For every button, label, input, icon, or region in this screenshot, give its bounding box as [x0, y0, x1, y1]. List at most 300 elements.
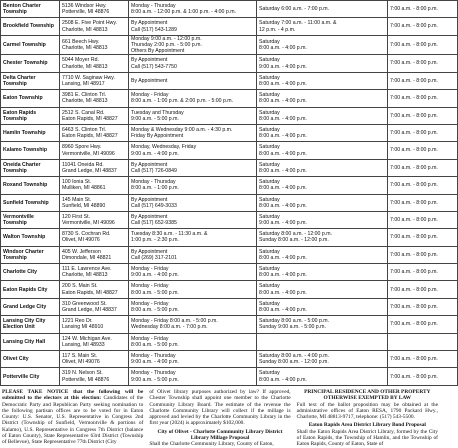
- weekend-hours: [257, 298, 388, 315]
- location-address: [60, 107, 129, 124]
- location-name-text: Windsor Charter Township: [3, 248, 44, 261]
- location-address-line: 100 Ionia St.: [62, 179, 92, 186]
- location-name-text: Lansing City City Election Unit: [3, 318, 46, 331]
- schedule-row: [1, 18, 458, 35]
- weekend-hours: [257, 72, 388, 89]
- exemption-heading: PRINCIPAL RESIDENCE AND OTHER PROPERTY OTHERWISE EXEMPTED BY LAW: [304, 389, 431, 402]
- weekday-hours-line: 9:00 a.m. - 4:00 p.m.: [131, 359, 179, 366]
- weekend-hours-line: Saturday: [259, 370, 280, 377]
- weekend-hours-line: Saturday: [259, 126, 280, 133]
- location-address: [60, 177, 129, 194]
- location-address-line: Vermontville, MI 49096: [62, 220, 115, 227]
- location-name-text: Potterville City: [3, 373, 40, 380]
- location-address: [60, 159, 129, 176]
- weekday-hours-line: 9:00 a.m. - 4:00 p.m.: [131, 150, 179, 157]
- location-name: [1, 281, 60, 298]
- location-address-line: Charlotte, MI 48813: [62, 45, 108, 52]
- election-day-hours-line: 7:00 a.m. - 8:00 p.m.: [390, 199, 438, 206]
- notice-body: Shall the Eaton Rapids Area District Library, formed by the City of Eaton Rapids, the Township of Hamlin, and the Township of Eaton Rapids, County of Eaton, State of: [296, 428, 438, 448]
- location-address-line: Charlotte, MI 48813: [62, 272, 108, 279]
- location-name-text: Walton Township: [3, 234, 46, 241]
- weekday-hours: [129, 90, 257, 107]
- weekend-hours-line: 8:00 a.m. - 4:00 p.m.: [259, 150, 307, 157]
- weekday-hours-line: 8:00 a.m. - 12:00 p.m. & 1:00 p.m. - 4:00 p.m.: [131, 9, 236, 16]
- location-name: [1, 18, 60, 35]
- location-address-line: 11041 Oneida Rd.: [62, 161, 104, 168]
- location-address-line: 117 S. Main St.: [62, 353, 98, 360]
- weekday-hours: [129, 229, 257, 246]
- weekday-hours-line: Monday - Friday: [131, 266, 169, 273]
- weekend-hours: [257, 264, 388, 281]
- weekend-hours-line: 8:00 a.m. - 4:00 p.m.: [259, 167, 307, 174]
- weekday-hours-line: 8:00 a.m. - 1:00 p.m.: [131, 185, 179, 192]
- weekday-hours: [129, 264, 257, 281]
- location-address-line: Lansing, MI 48917: [62, 80, 105, 87]
- location-name: [1, 90, 60, 107]
- location-name: [1, 159, 60, 176]
- location-address: [60, 229, 129, 246]
- weekend-hours-line: Saturday: [259, 179, 280, 186]
- location-name: [1, 55, 60, 72]
- election-day-hours: [388, 351, 458, 368]
- location-name-text: Charlotte City: [3, 269, 38, 276]
- election-day-hours-line: 7:00 a.m. - 8:00 p.m.: [390, 373, 438, 380]
- weekend-hours-line: Saturday: [259, 196, 280, 203]
- location-name-text: Eaton Rapids City: [3, 286, 48, 293]
- election-day-hours-line: 7:00 a.m. - 8:00 p.m.: [390, 147, 438, 154]
- location-name-text: Olivet City: [3, 356, 29, 363]
- location-address: [60, 35, 129, 55]
- location-address: [60, 211, 129, 228]
- location-name: [1, 211, 60, 228]
- election-day-hours-line: 7:00 a.m. - 8:00 p.m.: [390, 286, 438, 293]
- location-name: [1, 351, 60, 368]
- weekday-hours: [129, 211, 257, 228]
- weekday-hours: [129, 368, 257, 385]
- notice-column-1: [2, 389, 144, 446]
- weekday-hours-line: Monday & Wednesday 9:00 a.m. - 4:30 p.m.: [131, 126, 233, 133]
- weekday-hours-line: Call (517) 726-0849: [131, 167, 177, 174]
- weekend-hours: [257, 177, 388, 194]
- weekday-hours-line: Monday - Friday 8:00 a.m. - 5:00 p.m.: [131, 318, 218, 325]
- election-day-hours: [388, 18, 458, 35]
- election-day-hours-line: 7:00 a.m. - 8:00 p.m.: [390, 321, 438, 328]
- schedule-row: [1, 281, 458, 298]
- weekday-hours-line: Monday - Thursday: [131, 2, 176, 9]
- weekday-hours-line: 8:00 a.m. - 5:00 p.m.: [131, 341, 179, 348]
- location-name-text: Eaton Township: [3, 95, 43, 102]
- schedule-row: [1, 194, 458, 211]
- weekday-hours-line: Monday, Wednesday, Friday: [131, 144, 197, 151]
- location-address-line: Mulliken, MI 48861: [62, 185, 106, 192]
- weekend-hours-line: Sunday 8:00 a.m. - 12:00 p.m.: [259, 359, 329, 366]
- location-address: [60, 142, 129, 159]
- location-address: [60, 18, 129, 35]
- weekday-hours-line: Monday - Friday: [131, 300, 169, 307]
- schedule-row: [1, 298, 458, 315]
- location-address-line: 111 E. Lawrence Ave.: [62, 266, 112, 273]
- weekend-hours: [257, 333, 388, 350]
- weekend-hours: [257, 90, 388, 107]
- election-day-hours: [388, 35, 458, 55]
- location-name: [1, 194, 60, 211]
- weekend-hours-line: Saturday 7:00 a.m. - 11:00 a.m. &: [259, 20, 337, 27]
- weekend-hours-line: Saturday: [259, 300, 280, 307]
- weekday-hours-line: By Appointment: [131, 20, 168, 27]
- location-address: [60, 246, 129, 263]
- weekday-hours: [129, 333, 257, 350]
- schedule-row: [1, 90, 458, 107]
- schedule-row: [1, 1, 458, 18]
- weekend-hours-line: Saturday: [259, 109, 280, 116]
- election-day-hours-line: 7:00 a.m. - 8:00 p.m.: [390, 269, 438, 276]
- location-name-text: Carmel Township: [3, 41, 46, 48]
- location-address-line: 405 W. Jefferson: [62, 248, 101, 255]
- location-address-line: Potterville, MI 48876: [62, 9, 110, 16]
- weekend-hours: [257, 1, 388, 18]
- location-name: [1, 264, 60, 281]
- weekend-hours-line: Saturday: [259, 266, 280, 273]
- location-address: [60, 55, 129, 72]
- weekend-hours: [257, 124, 388, 141]
- location-name: [1, 333, 60, 350]
- schedule-row: [1, 35, 458, 55]
- weekday-hours-line: Monday 9:00 a.m. - 12:00 p.m.: [131, 35, 202, 42]
- location-address-line: 120 First St.: [62, 213, 90, 220]
- schedule-row: [1, 159, 458, 176]
- location-name: [1, 124, 60, 141]
- election-day-hours-line: 7:00 a.m. - 8:00 p.m.: [390, 77, 438, 84]
- schedule-row: [1, 368, 458, 385]
- weekend-hours-line: 8:00 a.m. - 4:00 p.m.: [259, 80, 307, 87]
- election-day-hours-line: 7:00 a.m. - 8:00 p.m.: [390, 251, 438, 258]
- election-day-hours: [388, 229, 458, 246]
- location-address-line: Grand Ledge, MI 48837: [62, 307, 117, 314]
- weekend-hours-line: 8:00 a.m. - 4:00 p.m.: [259, 133, 307, 140]
- location-address-line: Sunfield, MI 48890: [62, 202, 106, 209]
- location-address: [60, 316, 129, 333]
- election-day-hours-line: 7:00 a.m. - 8:00 p.m.: [390, 130, 438, 137]
- schedule-row: [1, 142, 458, 159]
- weekend-hours-line: Saturday 8:00 a.m. - 5:00 p.m.: [259, 318, 330, 325]
- location-name: [1, 1, 60, 18]
- weekday-hours: [129, 246, 257, 263]
- election-day-hours: [388, 194, 458, 211]
- location-address: [60, 72, 129, 89]
- election-day-hours: [388, 142, 458, 159]
- weekday-hours: [129, 177, 257, 194]
- location-address-line: 8960 Spore Hwy.: [62, 144, 102, 151]
- weekday-hours-line: Monday - Thursday: [131, 370, 176, 377]
- weekend-hours: [257, 107, 388, 124]
- location-address-line: Charlotte, MI 48813: [62, 63, 108, 70]
- notice-body: Shall the Charlotte Community Library, County of Eaton,: [149, 441, 274, 448]
- weekday-hours-line: By Appointment: [131, 213, 168, 220]
- weekday-hours-line: 1:00 p.m. - 2:30 p.m.: [131, 237, 179, 244]
- weekday-hours-line: Call (517) 543-1289: [131, 26, 177, 33]
- election-day-hours: [388, 177, 458, 194]
- location-address-line: 2508 E. Five Point Hwy.: [62, 20, 117, 27]
- weekday-hours: [129, 107, 257, 124]
- location-address-line: 8730 S. Cochran Rd.: [62, 231, 111, 238]
- weekday-hours-line: Call (269) 317-2101: [131, 254, 177, 261]
- weekend-hours-line: Saturday 8:00 a.m. - 12:00 p.m.: [259, 231, 332, 238]
- weekday-hours: [129, 124, 257, 141]
- location-address-line: Lansing MI 48910: [62, 324, 104, 331]
- weekend-hours: [257, 316, 388, 333]
- location-name-text: Brookfield Township: [3, 23, 54, 30]
- location-address-line: Eaton Rapids, MI 48827: [62, 133, 118, 140]
- weekend-hours-line: 8:00 a.m. - 4:00 p.m.: [259, 185, 307, 192]
- weekend-hours: [257, 35, 388, 55]
- weekday-hours-line: 9:00 a.m. - 5:00 p.m.: [131, 376, 179, 383]
- weekend-hours-line: 8:00 a.m. - 4:00 p.m.: [259, 272, 307, 279]
- election-day-hours-line: 7:00 a.m. - 8:00 p.m.: [390, 303, 438, 310]
- weekday-hours-line: Tuesday 8:30 a.m. - 11:30 a.m. &: [131, 231, 208, 238]
- location-address: [60, 1, 129, 18]
- location-name: [1, 316, 60, 333]
- location-address-line: Potterville, MI 48876: [62, 376, 110, 383]
- schedule-row: [1, 211, 458, 228]
- location-address: [60, 194, 129, 211]
- weekend-hours-line: Saturday 8:00 a.m. - 4:00 p.m.: [259, 353, 330, 360]
- notice-body: Full text of the ballot proposition may be obtained at the administrative offices of Eaton RESA, 1790 Packard Hwy., Charlotte, MI 48813-9717, telephone: (517) 543-5500.: [296, 401, 438, 421]
- location-address-line: Olivet, MI 49076: [62, 237, 100, 244]
- weekday-hours-line: Monday - Thursday: [131, 353, 176, 360]
- weekday-hours: [129, 142, 257, 159]
- weekday-hours-line: By Appointment: [131, 57, 168, 64]
- election-day-hours-line: 7:00 a.m. - 8:00 p.m.: [390, 356, 438, 363]
- weekday-hours-line: By Appointment: [131, 77, 168, 84]
- location-name: [1, 72, 60, 89]
- location-name-text: Grand Ledge City: [3, 303, 47, 310]
- weekend-hours: [257, 211, 388, 228]
- location-name: [1, 107, 60, 124]
- weekend-hours: [257, 246, 388, 263]
- weekend-hours-line: 8:00 a.m. - 4:00 p.m.: [259, 376, 307, 383]
- weekend-hours-line: 8:00 a.m. - 4:00 p.m.: [259, 45, 307, 52]
- election-day-hours: [388, 316, 458, 333]
- location-name: [1, 298, 60, 315]
- weekend-hours-line: Saturday: [259, 38, 280, 45]
- weekend-hours-line: 9:00 a.m. - 4:00 p.m.: [259, 63, 307, 70]
- weekend-hours-line: Saturday: [259, 213, 280, 220]
- location-address: [60, 90, 129, 107]
- location-address-line: Olivet, MI 49076: [62, 359, 100, 366]
- location-address: [60, 281, 129, 298]
- weekday-hours-line: Call (517) 649-3033: [131, 202, 177, 209]
- weekday-hours: [129, 159, 257, 176]
- election-day-hours: [388, 211, 458, 228]
- weekday-hours: [129, 35, 257, 55]
- schedule-row: [1, 333, 458, 350]
- election-day-hours-line: 7:00 a.m. - 8:00 p.m.: [390, 6, 438, 13]
- weekend-hours: [257, 55, 388, 72]
- weekend-hours-line: 8:00 a.m. - 4:00 p.m.: [259, 98, 307, 105]
- location-address-line: 1221 Reo Dr.: [62, 318, 93, 325]
- location-name-text: Vermontville Township: [3, 213, 34, 227]
- location-name: [1, 368, 60, 385]
- weekday-hours-line: Others By Appointment: [131, 48, 185, 55]
- location-address-line: Eaton Rapids, MI 48827: [62, 289, 118, 296]
- election-day-hours: [388, 90, 458, 107]
- schedule-row: [1, 351, 458, 368]
- location-address-line: 661 Beech Hwy.: [62, 38, 100, 45]
- weekday-hours-line: Monday - Thursday: [131, 179, 176, 186]
- location-address-line: 124 W. Michigan Ave.: [62, 335, 112, 342]
- location-address: [60, 368, 129, 385]
- location-address: [60, 264, 129, 281]
- location-address-line: 310 Greenwood St.: [62, 300, 107, 307]
- location-name: [1, 35, 60, 55]
- election-day-hours: [388, 107, 458, 124]
- location-name-text: Hamlin Township: [3, 130, 46, 137]
- location-name-text: Roxand Township: [3, 182, 48, 189]
- weekday-hours-line: 9:00 a.m. - 5:00 p.m.: [131, 115, 179, 122]
- weekday-hours: [129, 194, 257, 211]
- weekend-hours-line: Saturday: [259, 57, 280, 64]
- weekend-hours: [257, 194, 388, 211]
- election-day-hours: [388, 159, 458, 176]
- location-address-line: Vermontville, MI 49096: [62, 150, 115, 157]
- weekday-hours-line: Monday - Friday: [131, 92, 169, 99]
- weekend-hours-line: Saturday: [259, 283, 280, 290]
- weekend-hours: [257, 351, 388, 368]
- location-address-line: 145 Main St.: [62, 196, 92, 203]
- weekday-hours: [129, 72, 257, 89]
- location-address-line: 5044 Moyer Rd.: [62, 57, 99, 64]
- weekday-hours-line: By Appointment: [131, 196, 168, 203]
- schedule-row: [1, 107, 458, 124]
- weekday-hours: [129, 1, 257, 18]
- election-day-hours-line: 7:00 a.m. - 8:00 p.m.: [390, 164, 438, 171]
- weekend-hours-line: Saturday: [259, 74, 280, 81]
- weekend-hours-line: 8:00 a.m. - 4:00 p.m.: [259, 254, 307, 261]
- weekday-hours-line: 8:00 a.m. - 5:00 p.m.: [131, 289, 179, 296]
- election-day-hours-line: 7:00 a.m. - 8:00 p.m.: [390, 182, 438, 189]
- schedule-row: [1, 316, 458, 333]
- location-address: [60, 351, 129, 368]
- notice-column-3: [296, 389, 438, 448]
- election-day-hours: [388, 124, 458, 141]
- location-address: [60, 124, 129, 141]
- location-address-line: Charlotte, MI 48813: [62, 98, 108, 105]
- location-name: [1, 246, 60, 263]
- weekday-hours-line: Monday - Friday: [131, 283, 169, 290]
- schedule-row: [1, 264, 458, 281]
- weekday-hours: [129, 281, 257, 298]
- proposal-heading: Eaton Rapids Area District Library Bond Proposal: [308, 422, 426, 429]
- notice-body: of Olivet library purposes authorized by law? If approved, Chester Township shall appoint one member to the Charlotte Community Library Board. The estimate of the revenue the Charlotte Community Library will collect if the millage is approved and levied by the Charlotte Community Library in the first year (2024) is approximately $102,000.: [149, 389, 291, 427]
- notice-column-2: [149, 389, 291, 448]
- location-address-line: Eaton Rapids, MI 48827: [62, 115, 118, 122]
- weekend-hours-line: Saturday: [259, 161, 280, 168]
- weekday-hours-line: By Appointment: [131, 161, 168, 168]
- election-day-hours: [388, 281, 458, 298]
- weekday-hours-line: Monday - Friday: [131, 335, 169, 342]
- weekend-hours-line: Sunday 8:00 a.m. - 12:00 p.m.: [259, 237, 329, 244]
- location-name-text: Sunfield Township: [3, 199, 49, 206]
- location-address-line: Grand Ledge, MI 48837: [62, 167, 117, 174]
- schedule-row: [1, 246, 458, 263]
- location-name: [1, 177, 60, 194]
- election-notice-text: [0, 389, 440, 448]
- election-day-hours-line: 7:00 a.m. - 8:00 p.m.: [390, 217, 438, 223]
- location-name: [1, 142, 60, 159]
- weekend-hours: [257, 142, 388, 159]
- schedule-row: [1, 72, 458, 89]
- location-address-line: 3981 E. Clinton Trl.: [62, 92, 107, 99]
- weekend-hours: [257, 281, 388, 298]
- weekend-hours-line: 12 p.m. - 4 p.m.: [259, 26, 296, 33]
- weekday-hours-line: By Appointment: [131, 248, 168, 255]
- notice-heading: PLEASE TAKE NOTICE that the following will be submitted to the electors at this election:: [2, 389, 144, 402]
- election-day-hours: [388, 368, 458, 385]
- weekend-hours: [257, 368, 388, 385]
- election-day-hours-line: 7:00 a.m. - 8:00 p.m.: [390, 23, 438, 30]
- weekend-hours-line: 8:00 a.m. - 4:00 p.m.: [259, 115, 307, 122]
- weekday-hours-line: 8:00 a.m. - 1:00 p.m. & 2:00 p.m. - 5:00 p.m.: [131, 98, 234, 105]
- location-name-text: Chester Township: [3, 60, 48, 67]
- weekday-hours-line: 9:00 a.m. - 4:00 p.m.: [131, 272, 179, 279]
- weekday-hours-line: Call (517) 543-7750: [131, 63, 177, 70]
- election-day-hours: [388, 1, 458, 18]
- weekday-hours: [129, 298, 257, 315]
- election-day-hours: [388, 264, 458, 281]
- weekend-hours-line: Saturday: [259, 92, 280, 99]
- weekday-hours-line: Friday By Appointment: [131, 133, 184, 140]
- weekend-hours-line: Sunday 9:00 a.m. - 5:00 p.m.: [259, 324, 326, 331]
- weekday-hours: [129, 351, 257, 368]
- location-address-line: 2512 S. Canal Rd.: [62, 109, 105, 116]
- election-day-hours-line: 7:00 a.m. - 8:00 p.m.: [390, 41, 438, 48]
- location-address-line: 7710 W. Saginaw Hwy.: [62, 74, 115, 81]
- election-day-hours: [388, 298, 458, 315]
- election-day-hours: [388, 72, 458, 89]
- weekday-hours-line: 8:00 a.m. - 5:00 p.m.: [131, 307, 179, 314]
- weekend-hours-line: 8:00 a.m. - 4:00 p.m.: [259, 289, 307, 296]
- location-address-line: Charlotte, MI 48813: [62, 26, 108, 33]
- location-address-line: Dimondale, MI 48821: [62, 254, 112, 261]
- location-name: [1, 229, 60, 246]
- weekday-hours-line: Thursday 2:00 p.m. - 5:00 p.m.: [131, 41, 202, 48]
- weekday-hours-line: Call (517) 652-9385: [131, 220, 177, 227]
- weekend-hours-line: Saturday: [259, 144, 280, 151]
- schedule-row: [1, 55, 458, 72]
- weekend-hours: [257, 18, 388, 35]
- weekend-hours-line: 9:00 a.m. - 4:00 p.m.: [259, 220, 307, 227]
- weekend-hours-line: Saturday 6:00 a.m. - 7:00 p.m.: [259, 6, 330, 13]
- schedule-row: [1, 177, 458, 194]
- location-name-text: Lansing City Hall: [3, 338, 46, 345]
- weekend-hours-line: 8:00 a.m. - 4:00 p.m.: [259, 307, 307, 314]
- notice-body: Candidates of the Democratic Party and Republican Party seeking nomination to the following partisan offices are to be voted for in Eaton County: U.S. Senator, U.S. Representative in Congress 2nd District (Township of Sunfield, Vermontville & portions of Kalamo), U.S. Representative in Congress 7th District (balance of Eaton County), State Representative 63rd District (Township of Bellevue), State Representative 77th District (City: [2, 395, 144, 446]
- schedule-row: [1, 229, 458, 246]
- weekend-hours-line: Saturday: [259, 248, 280, 255]
- election-day-hours: [388, 333, 458, 350]
- weekend-hours-line: 8:00 a.m. - 4:00 p.m.: [259, 202, 307, 209]
- schedule-row: [1, 124, 458, 141]
- location-address: [60, 333, 129, 350]
- location-name-text: Kalamo Township: [3, 147, 47, 154]
- election-day-hours-line: 7:00 a.m. - 8:00 p.m.: [390, 60, 438, 67]
- location-name-text: Oneida Charter Township: [3, 161, 41, 174]
- election-day-hours: [388, 55, 458, 72]
- location-address-line: Lansing, MI 48933: [62, 341, 105, 348]
- weekday-hours: [129, 18, 257, 35]
- location-name-text: Benton Charter Township: [3, 2, 41, 16]
- location-address-line: 200 S. Main St.: [62, 283, 98, 290]
